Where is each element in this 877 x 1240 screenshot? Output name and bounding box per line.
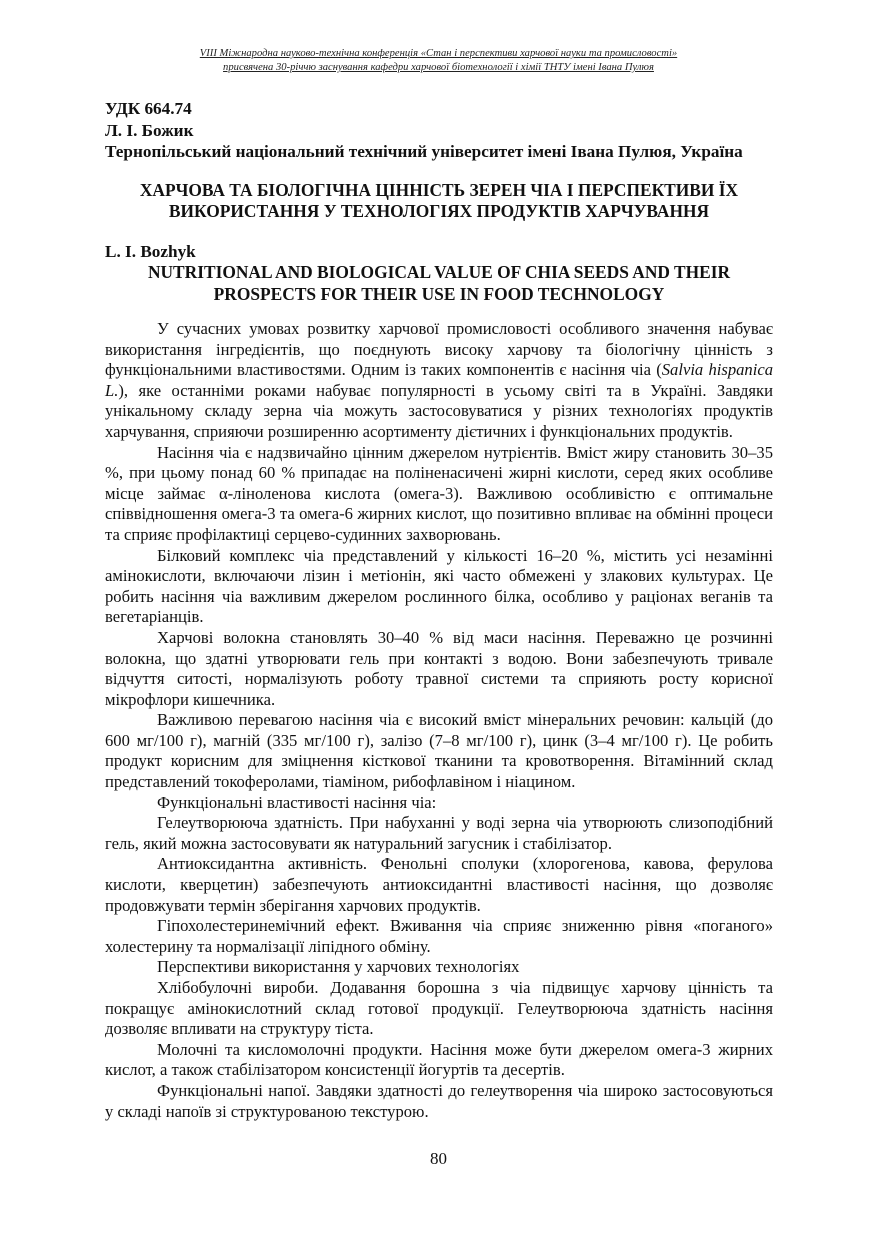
- udc-code: УДК 664.74: [105, 99, 192, 118]
- article-title-ua-line-1: ХАРЧОВА ТА БІОЛОГІЧНА ЦІННІСТЬ ЗЕРЕН ЧІА І ПЕРСПЕКТИВИ ЇХ: [139, 179, 739, 200]
- paragraph-bakery: Хлібобулочні вироби. Додавання борошна з чіа підвищує харчову цінність та покращує амінокислотний склад готової продукції. Гелеутворююча здатність насіння дозволяє впливати на структуру тіста.: [105, 978, 773, 1039]
- paragraph-minerals: Важливою перевагою насіння чіа є високий вміст мінеральних речовин: кальцій (до 600 мг/100 г), магній (335 мг/100 г), залізо (7–8 мг/100 г), цинк (3–4 мг/100 г). Це робить продукт корисним для зміцнення кісткової тканини та кровотворення. Вітамінний склад представлений токоферолами, тіаміном, рибофлавіном і ніацином.: [105, 710, 773, 792]
- author-en: L. I. Bozhyk: [105, 241, 196, 261]
- paragraph-fats: Насіння чіа є надзвичайно цінним джерелом нутрієнтів. Вміст жиру становить 30–35 %, при цьому понад 60 % припадає на поліненасичені жирні кислоти, серед яких особливе місце займає α-ліноленова кислота (омега-3). Важливою особливістю є оптимальне співвідношення омега-3 та омега-6 жирних кислот, що позитивно впливає на обмінні процеси та сприяє профілактиці серцево-судинних захворювань.: [105, 442, 773, 544]
- article-body: [105, 319, 773, 1122]
- paragraph-introduction-part-1: У сучасних умовах розвитку харчової промисловості особливого значення набуває використання інгредієнтів, що поєднують високу харчову та біологічну цінність з функціональними властивостями. Одним із таких компонентів є насіння чіа (: [105, 319, 773, 380]
- article: [105, 98, 773, 1122]
- running-header-line-2: присвячена 30-річчю заснування кафедри харчової біотехнології і хімії ТНТУ імені Івана Пулюя: [223, 62, 654, 73]
- paragraph-protein: Білковий комплекс чіа представлений у кількості 16–20 %, містить усі незамінні амінокислоти, включаючи лізин і метіонін, які часто обмежені у злакових культурах. Це робить насіння чіа важливим джерелом рослинного білка, особливо у раціонах веганів та вегетаріанців.: [105, 545, 773, 627]
- article-title-ua: [105, 180, 773, 223]
- paragraph-fiber: Харчові волокна становлять 30–40 % від маси насіння. Переважно це розчинні волокна, що здатні утворювати гель при контакті з водою. Вони забезпечують тривале відчуття ситості, нормалізують роботу травної системи та сприяють росту корисної мікрофлори кишечника.: [105, 627, 773, 709]
- affiliation-ua: Тернопільський національний технічний університет імені Івана Пулюя, Україна: [105, 142, 743, 161]
- author-ua: Л. І. Божик: [105, 120, 194, 140]
- page-number: 80: [430, 1149, 447, 1168]
- paragraph-prospects-heading: Перспективи використання у харчових технологіях: [157, 957, 520, 977]
- paragraph-introduction: [105, 319, 773, 443]
- paragraph-functional-heading: Функціональні властивості насіння чіа:: [157, 792, 437, 812]
- article-title-en-line-1: NUTRITIONAL AND BIOLOGICAL VALUE OF CHIA SEEDS AND THEIR: [147, 262, 731, 282]
- paragraph-dairy: Молочні та кисломолочні продукти. Насіння може бути джерелом омега-3 жирних кислот, а також стабілізатором консистенції йогуртів та десертів.: [105, 1039, 773, 1080]
- paragraph-antioxidant: Антиоксидантна активність. Фенольні сполуки (хлорогенова, кавова, ферулова кислоти, кверцетин) забезпечують антиоксидантні властивості насіння, що дозволяє продовжувати термін зберігання харчових продуктів.: [105, 854, 773, 915]
- article-title-ua-line-2: ВИКОРИСТАННЯ У ТЕХНОЛОГІЯХ ПРОДУКТІВ ХАРЧУВАННЯ: [168, 201, 710, 221]
- paragraph-beverages: Функціональні напої. Завдяки здатності до гелеутворення чіа широко застосовуються у складі напоїв зі структурованою текстурою.: [105, 1080, 773, 1121]
- running-header: [0, 47, 877, 75]
- paragraph-introduction-part-2: ), яке останніми роками набуває популярності в усьому світі та в Україні. Завдяки унікальному складу зерна чіа можуть застосовуватися у різних технологіях продуктів харчування, сприяючи розширенню асортименту дієтичних і функціональних продуктів.: [105, 380, 773, 441]
- article-title-en: [105, 262, 773, 305]
- paragraph-cholesterol: Гіпохолестеринемічний ефект. Вживання чіа сприяє зниженню рівня «поганого» холестерину та нормалізації ліпідного обміну.: [105, 916, 773, 956]
- paragraph-gelling: Гелеутворююча здатність. При набуханні у воді зерна чіа утворюють слизоподібний гель, який можна застосовувати як натуральний загусник і стабілізатор.: [105, 813, 773, 853]
- running-header-line-1: VIII Міжнародна науково-технічна конференція «Стан і перспективи харчової науки та промисловості»: [199, 48, 678, 59]
- article-title-en-line-2: PROSPECTS FOR THEIR USE IN FOOD TECHNOLOGY: [213, 283, 665, 304]
- species-name: Salvia hispanica L.: [105, 360, 774, 400]
